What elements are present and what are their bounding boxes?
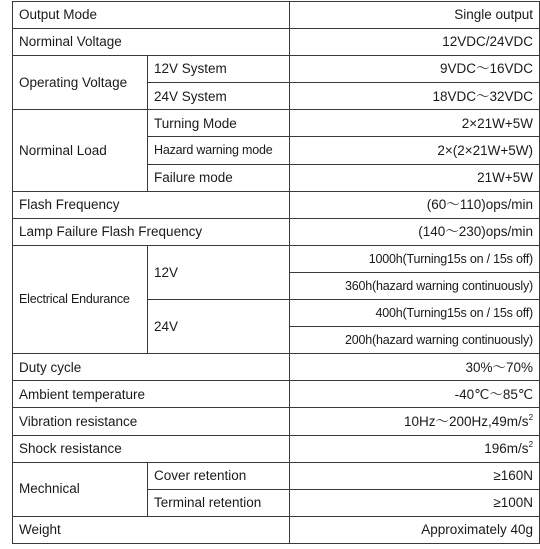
mechanical-label: Mechnical — [13, 462, 148, 516]
operating-voltage-12v-value: 9VDC～16VDC — [290, 56, 540, 83]
electrical-endurance-12v-label: 12V — [148, 245, 290, 299]
operating-voltage-24v-value: 18VDC～32VDC — [290, 83, 540, 110]
table-row — [13, 462, 540, 489]
nominal-load-turning-label: Turning Mode — [148, 110, 290, 137]
output-mode-label: Output Mode — [13, 2, 290, 29]
electrical-endurance-24v-value1: 400h(Turning15s on / 15s off) — [290, 300, 540, 327]
flash-frequency-label: Flash Frequency — [13, 191, 290, 218]
lamp-failure-value: (140～230)ops/min — [290, 218, 540, 245]
operating-voltage-label: Operating Voltage — [13, 56, 148, 110]
electrical-endurance-12v-value2: 360h(hazard warning continuously) — [290, 272, 540, 299]
operating-voltage-12v-label: 12V System — [148, 56, 290, 83]
table-row — [13, 245, 540, 272]
weight-value: Approximately 40g — [290, 516, 540, 543]
table-row — [13, 408, 540, 435]
operating-voltage-24v-label: 24V System — [148, 83, 290, 110]
nominal-load-hazard-value: 2×(2×21W+5W) — [290, 137, 540, 164]
flash-frequency-value: (60～110)ops/min — [290, 191, 540, 218]
electrical-endurance-label: Electrical Endurance — [13, 245, 148, 353]
ambient-temperature-value: -40℃～85℃ — [290, 381, 540, 408]
table-row — [13, 218, 540, 245]
table-row — [13, 29, 540, 56]
weight-label: Weight — [13, 516, 290, 543]
mechanical-terminal-value: ≥100N — [290, 489, 540, 516]
nominal-load-turning-value: 2×21W+5W — [290, 110, 540, 137]
electrical-endurance-12v-value1: 1000h(Turning15s on / 15s off) — [290, 245, 540, 272]
table-row — [13, 110, 540, 137]
vibration-resistance-label: Vibration resistance — [13, 408, 290, 435]
lamp-failure-label: Lamp Failure Flash Frequency — [13, 218, 290, 245]
nominal-voltage-value: 12VDC/24VDC — [290, 29, 540, 56]
mechanical-terminal-label: Terminal retention — [148, 489, 290, 516]
table-row — [13, 354, 540, 381]
table-row — [13, 435, 540, 462]
nominal-voltage-label: Norminal Voltage — [13, 29, 290, 56]
ambient-temperature-label: Ambient temperature — [13, 381, 290, 408]
electrical-endurance-24v-value2: 200h(hazard warning continuously) — [290, 327, 540, 354]
mechanical-cover-label: Cover retention — [148, 462, 290, 489]
shock-unit-exponent: 2 — [528, 439, 534, 449]
shock-resistance-label: Shock resistance — [13, 435, 290, 462]
duty-cycle-value: 30%～70% — [290, 354, 540, 381]
mechanical-cover-value: ≥160N — [290, 462, 540, 489]
shock-resistance-value-cell — [290, 435, 540, 462]
nominal-load-label: Norminal Load — [13, 110, 148, 191]
vibration-unit-exponent: 2 — [528, 412, 534, 422]
nominal-load-failure-label: Failure mode — [148, 164, 290, 191]
shock-resistance-value: 196m/s — [484, 440, 529, 456]
table-row — [13, 56, 540, 83]
output-mode-value: Single output — [290, 2, 540, 29]
specification-table — [12, 1, 540, 544]
duty-cycle-label: Duty cycle — [13, 354, 290, 381]
table-row — [13, 381, 540, 408]
vibration-resistance-value: 10Hz～200Hz,49m/s — [404, 413, 529, 429]
vibration-resistance-value-cell — [290, 408, 540, 435]
table-row — [13, 2, 540, 29]
electrical-endurance-24v-label: 24V — [148, 300, 290, 354]
nominal-load-failure-value: 21W+5W — [290, 164, 540, 191]
nominal-load-hazard-label: Hazard warning mode — [148, 137, 290, 164]
table-row — [13, 191, 540, 218]
table-row — [13, 516, 540, 543]
